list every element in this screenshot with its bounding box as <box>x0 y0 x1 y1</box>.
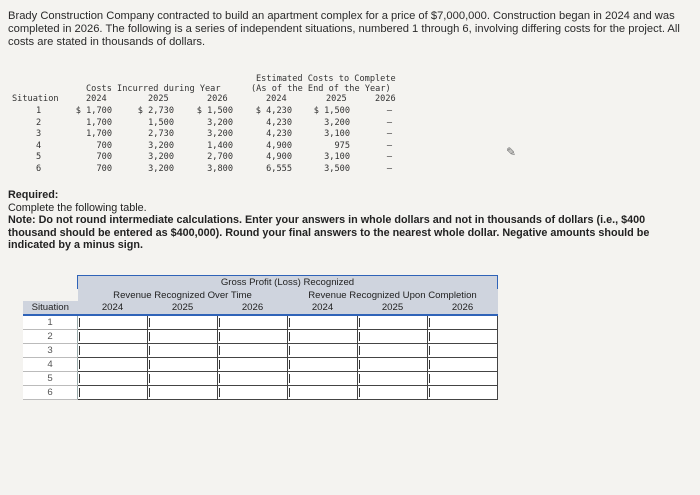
gross-profit-input[interactable] <box>148 330 217 343</box>
text-cursor-mark <box>79 388 80 397</box>
data-year-header: 2025 <box>326 94 347 104</box>
text-cursor-mark <box>289 360 290 369</box>
answer-cell <box>218 386 288 400</box>
gross-profit-input[interactable] <box>358 344 427 357</box>
answer-cell <box>288 344 358 358</box>
answer-cell <box>78 372 148 386</box>
gross-profit-input[interactable] <box>148 386 217 399</box>
gross-profit-input[interactable] <box>218 344 287 357</box>
data-situation-number: 6 <box>36 163 42 174</box>
answer-cell <box>428 358 498 372</box>
answer-year-header: 2026 <box>428 301 498 315</box>
situation-label: 1 <box>23 315 78 330</box>
data-situation-number: 2 <box>36 117 42 128</box>
col-situation-header: Situation <box>23 301 78 315</box>
data-cell: – <box>386 140 392 151</box>
text-cursor-mark <box>149 360 150 369</box>
table-row <box>23 386 498 400</box>
data-cell: 700 <box>96 152 112 162</box>
answer-cell <box>288 372 358 386</box>
answer-cell <box>428 344 498 358</box>
gross-profit-input[interactable] <box>358 372 427 385</box>
gross-profit-input[interactable] <box>288 386 357 399</box>
text-cursor-mark <box>219 346 220 355</box>
data-cell: 6,555 <box>266 163 292 174</box>
gross-profit-input[interactable] <box>358 330 427 343</box>
data-cell: 4,900 <box>266 152 292 162</box>
data-cell: 1,500 <box>148 117 174 128</box>
data-cell: – <box>386 129 392 139</box>
answer-cell <box>288 330 358 344</box>
data-cell: – <box>386 163 392 174</box>
gross-profit-input[interactable] <box>218 316 287 329</box>
data-year-header: 2024 <box>266 94 287 104</box>
text-cursor-mark <box>219 388 220 397</box>
gross-profit-input[interactable] <box>78 358 147 371</box>
situation-label: 2 <box>23 330 78 344</box>
required-note: Note: Do not round intermediate calculations. Enter your answers in whole dollars and not in thousands of dollars (i.e., $400 thousand should be entered as $400,000). Round your final answers to the nearest whole dollar. Negative amounts should be indicated by a minus sign. <box>8 214 650 251</box>
data-cell: 3,100 <box>324 152 350 162</box>
data-situation-number: 3 <box>36 129 42 139</box>
answer-cell <box>428 315 498 330</box>
gross-profit-input[interactable] <box>148 344 217 357</box>
answer-cell <box>78 315 148 330</box>
costs-header: Costs Incurred during Year <box>86 84 221 94</box>
answer-cell <box>428 386 498 400</box>
answer-year-header: 2025 <box>148 301 218 315</box>
text-cursor-mark <box>219 332 220 341</box>
text-cursor-mark <box>289 318 290 327</box>
data-cell: 1,400 <box>207 140 233 151</box>
data-cell: – <box>386 106 392 116</box>
answer-year-header: 2026 <box>218 301 288 315</box>
answer-cell <box>148 386 218 400</box>
answer-cell <box>78 344 148 358</box>
answer-cell <box>218 344 288 358</box>
data-year-header: 2025 <box>148 94 169 104</box>
gross-profit-input[interactable] <box>358 386 427 399</box>
gross-profit-input[interactable] <box>78 330 147 343</box>
data-cell: 3,100 <box>324 129 350 139</box>
answer-cell <box>218 358 288 372</box>
gross-profit-input[interactable] <box>428 316 497 329</box>
data-cell: $ 2,730 <box>137 106 174 116</box>
answer-cell <box>78 386 148 400</box>
gross-profit-input[interactable] <box>218 330 287 343</box>
gross-profit-input[interactable] <box>218 372 287 385</box>
data-year-header: 2026 <box>207 94 228 104</box>
answer-cell <box>358 386 428 400</box>
gross-profit-input[interactable] <box>288 316 357 329</box>
situation-label: 3 <box>23 344 78 358</box>
text-cursor-mark <box>429 318 430 327</box>
table-row <box>23 358 498 372</box>
answer-cell <box>358 330 428 344</box>
gross-profit-input[interactable] <box>288 344 357 357</box>
text-cursor-mark <box>359 346 360 355</box>
gross-profit-input[interactable] <box>428 358 497 371</box>
situation-label: 4 <box>23 358 78 372</box>
gross-profit-input[interactable] <box>358 358 427 371</box>
gross-profit-input[interactable] <box>78 316 147 329</box>
gross-profit-input[interactable] <box>358 316 427 329</box>
data-cell: 3,500 <box>324 163 350 174</box>
data-cell: 3,200 <box>148 163 174 174</box>
answer-year-header: 2025 <box>358 301 428 315</box>
answer-cell <box>428 372 498 386</box>
data-cell: $ 1,500 <box>196 106 233 116</box>
data-cell: 1,700 <box>86 117 112 128</box>
table-row <box>23 344 498 358</box>
data-cell: 4,900 <box>266 140 292 151</box>
gross-profit-input[interactable] <box>218 386 287 399</box>
text-cursor-mark <box>149 374 150 383</box>
answer-cell <box>288 358 358 372</box>
answer-cell <box>78 358 148 372</box>
text-cursor-mark <box>359 318 360 327</box>
col-situation: Situation <box>12 94 59 104</box>
answer-year-header: 2024 <box>78 301 148 315</box>
gross-profit-input[interactable] <box>148 372 217 385</box>
data-situation-number: 4 <box>36 140 42 151</box>
data-cell: 3,800 <box>207 163 233 174</box>
text-cursor-mark <box>429 332 430 341</box>
data-cell: 700 <box>96 163 112 174</box>
text-cursor-mark <box>289 374 290 383</box>
gross-profit-input[interactable] <box>428 372 497 385</box>
data-year-header: 2026 <box>375 94 396 104</box>
text-cursor-mark <box>149 318 150 327</box>
answer-cell <box>288 386 358 400</box>
text-cursor-mark <box>429 374 430 383</box>
data-situation-number: 1 <box>36 106 42 116</box>
gross-profit-input[interactable] <box>428 386 497 399</box>
situation-label: 6 <box>23 386 78 400</box>
pencil-icon: ✎ <box>506 145 517 159</box>
gross-profit-input[interactable] <box>78 386 147 399</box>
answer-cell <box>218 372 288 386</box>
answer-cell <box>358 315 428 330</box>
problem-intro: Brady Construction Company contracted to build an apartment complex for a price of $7,000,000. Construction began in 2024 and was completed in 2026. The following is a series of independent situations, numbered 1 through 6, involving differing costs for the project. All costs are stated in thousands of dollars. <box>8 10 680 48</box>
table-row <box>23 372 498 386</box>
text-cursor-mark <box>219 318 220 327</box>
answer-cell <box>218 315 288 330</box>
estimated-header-sub: (As of the End of the Year) <box>251 84 391 94</box>
text-cursor-mark <box>359 388 360 397</box>
gross-profit-input[interactable] <box>78 372 147 385</box>
situation-label: 5 <box>23 372 78 386</box>
text-cursor-mark <box>219 374 220 383</box>
answer-cell <box>78 330 148 344</box>
text-cursor-mark <box>149 346 150 355</box>
data-cell: 2,730 <box>148 129 174 139</box>
answer-cell <box>428 330 498 344</box>
answer-cell <box>148 358 218 372</box>
gross-profit-input[interactable] <box>148 316 217 329</box>
text-cursor-mark <box>79 374 80 383</box>
text-cursor-mark <box>79 360 80 369</box>
text-cursor-mark <box>149 388 150 397</box>
data-cell: – <box>386 152 392 162</box>
data-cell: $ 4,230 <box>255 106 292 116</box>
answer-cell <box>148 330 218 344</box>
group-upon-completion: Revenue Recognized Upon Completion <box>308 289 477 301</box>
answer-cell <box>148 372 218 386</box>
answer-cell <box>218 330 288 344</box>
data-cell: 3,200 <box>207 129 233 139</box>
text-cursor-mark <box>289 332 290 341</box>
text-cursor-mark <box>429 388 430 397</box>
data-cell: 4,230 <box>266 117 292 128</box>
required-heading: Required: <box>8 189 59 201</box>
data-cell: 3,200 <box>207 117 233 128</box>
gross-profit-input[interactable] <box>218 358 287 371</box>
data-cell: 3,200 <box>148 152 174 162</box>
answer-cell <box>358 372 428 386</box>
gross-profit-table <box>23 275 498 400</box>
text-cursor-mark <box>429 346 430 355</box>
text-cursor-mark <box>429 360 430 369</box>
data-cell: – <box>386 117 392 128</box>
text-cursor-mark <box>79 318 80 327</box>
data-cell: 3,200 <box>324 117 350 128</box>
group-over-time: Revenue Recognized Over Time <box>113 289 252 301</box>
data-cell: 700 <box>96 140 112 151</box>
text-cursor-mark <box>359 360 360 369</box>
table-row <box>23 315 498 330</box>
answer-cell <box>148 315 218 330</box>
data-cell: 975 <box>334 140 350 151</box>
gross-profit-title: Gross Profit (Loss) Recognized <box>78 276 498 290</box>
gross-profit-input[interactable] <box>288 358 357 371</box>
text-cursor-mark <box>289 346 290 355</box>
required-instruction: Complete the following table. <box>8 201 147 214</box>
data-cell: $ 1,500 <box>313 106 350 116</box>
answer-year-header: 2024 <box>288 301 358 315</box>
gross-profit-input[interactable] <box>428 344 497 357</box>
text-cursor-mark <box>359 332 360 341</box>
required-section <box>8 189 694 252</box>
text-cursor-mark <box>219 360 220 369</box>
gross-profit-input[interactable] <box>148 358 217 371</box>
text-cursor-mark <box>79 332 80 341</box>
gross-profit-input[interactable] <box>78 344 147 357</box>
answer-cell <box>148 344 218 358</box>
data-cell: 4,230 <box>266 129 292 139</box>
data-cell: 3,200 <box>148 140 174 151</box>
answer-cell <box>358 358 428 372</box>
answer-cell <box>358 344 428 358</box>
gross-profit-input[interactable] <box>288 330 357 343</box>
data-situation-number: 5 <box>36 152 42 162</box>
text-cursor-mark <box>289 388 290 397</box>
text-cursor-mark <box>149 332 150 341</box>
table-row <box>23 330 498 344</box>
answer-cell <box>288 315 358 330</box>
gross-profit-input[interactable] <box>288 372 357 385</box>
gross-profit-input[interactable] <box>428 330 497 343</box>
text-cursor-mark <box>359 374 360 383</box>
data-year-header: 2024 <box>86 94 107 104</box>
estimated-header: Estimated Costs to Complete <box>256 74 396 84</box>
data-cell: 2,700 <box>207 152 233 162</box>
data-cell: 1,700 <box>86 129 112 139</box>
data-cell: $ 1,700 <box>75 106 112 116</box>
text-cursor-mark <box>79 346 80 355</box>
